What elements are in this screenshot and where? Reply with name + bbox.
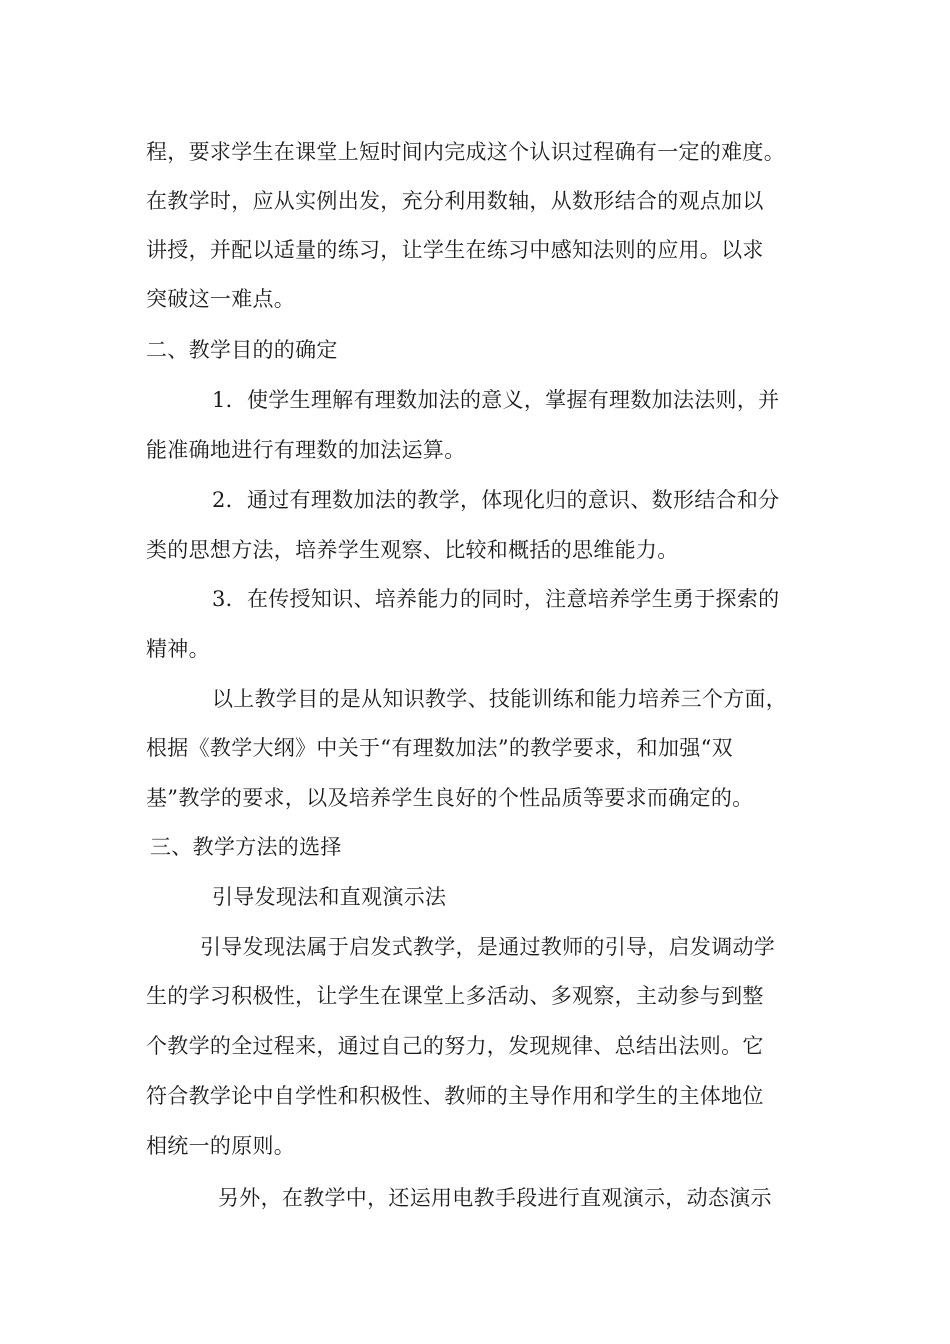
text-line: 能准确地进行有理数的加法运算。 [146, 438, 466, 462]
text-line: 另外，在教学中，还运用电教手段进行直观演示，动态演示 [218, 1186, 772, 1210]
text-line: 根据《教学大纲》中关于“有理数加法”的教学要求，和加强“双 [146, 736, 733, 760]
text-line: 引导发现法属于启发式教学，是通过教师的引导，启发调动学 [200, 935, 776, 959]
text-line: 在教学时，应从实例出发，充分利用数轴，从数形结合的观点加以 [146, 189, 764, 213]
text-line: 2．通过有理数加法的教学，体现化归的意识、数形结合和分 [212, 488, 780, 512]
text-line: 突破这一难点。 [146, 287, 296, 311]
text-line: 精神。 [146, 637, 210, 661]
text-line: 讲授，并配以适量的练习，让学生在练习中感知法则的应用。以求 [146, 238, 764, 262]
section-heading: 三、教学方法的选择 [150, 835, 342, 859]
text-line: 类的思想方法，培养学生观察、比较和概括的思维能力。 [146, 538, 679, 562]
text-line: 基”教学的要求，以及培养学生良好的个性品质等要求而确定的。 [146, 786, 754, 810]
text-line: 生的学习积极性，让学生在课堂上多活动、多观察，主动参与到整 [146, 984, 764, 1008]
text-line: 相统一的原则。 [146, 1134, 296, 1158]
text-line: 引导发现法和直观演示法 [212, 885, 447, 909]
text-line: 个教学的全过程来，通过自己的努力，发现规律、总结出法则。它 [146, 1034, 764, 1058]
text-line: 3．在传授知识、培养能力的同时，注意培养学生勇于探索的 [212, 587, 780, 611]
text-line: 符合教学论中自学性和积极性、教师的主导作用和学生的主体地位 [146, 1084, 764, 1108]
section-heading: 二、教学目的的确定 [146, 338, 338, 362]
text-line: 程，要求学生在课堂上短时间内完成这个认识过程确有一定的难度。 [146, 140, 785, 164]
text-line: 1．使学生理解有理数加法的意义，掌握有理数加法法则，并 [212, 388, 780, 412]
text-line: 以上教学目的是从知识教学、技能训练和能力培养三个方面， [212, 687, 788, 711]
